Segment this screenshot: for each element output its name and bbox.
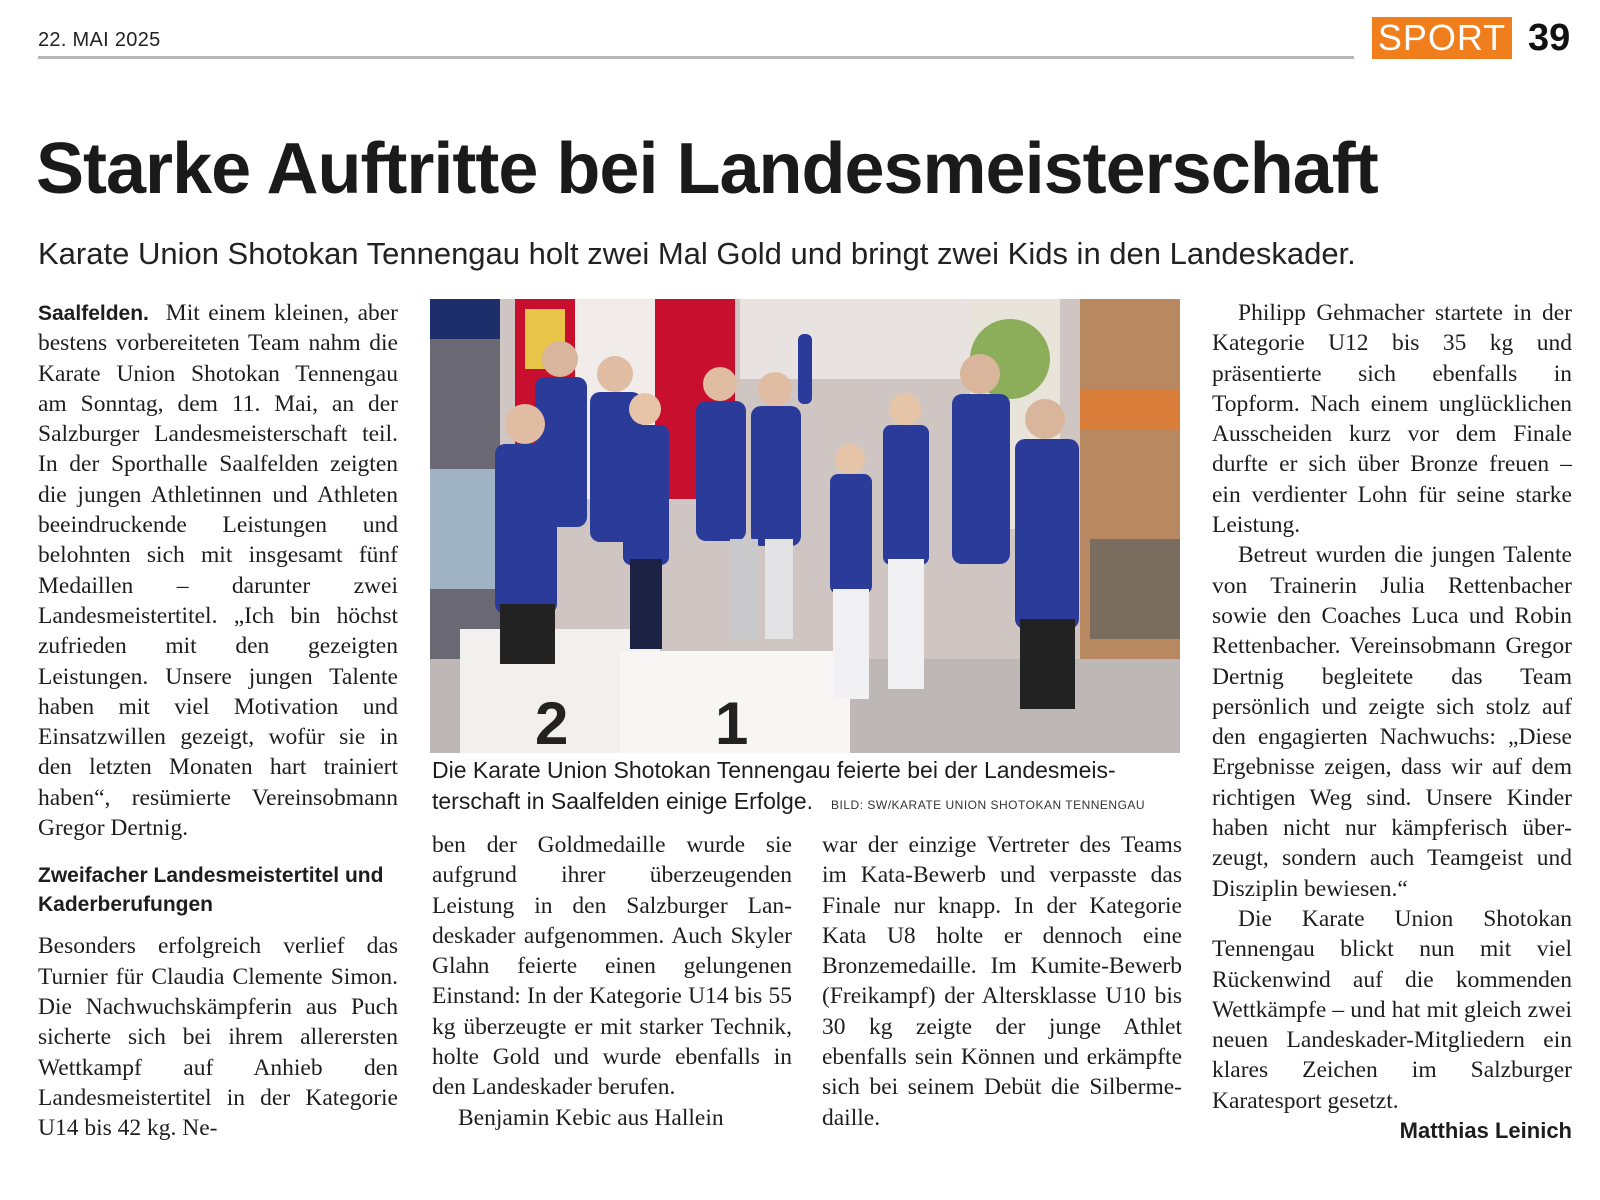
- paragraph: Besonders erfolgreich verlief das Turnier für Claudia Clemente Simon. Die Nachwuchskämpferin aus Puch sicherte sich bei ihrem allerersten Wettkampf auf Anhieb den Landesmeistertitel in der Kategorie U14 bis 42 kg. Ne-: [38, 933, 398, 1142]
- article-column-1: [38, 298, 398, 1143]
- header-rule: [38, 56, 1354, 59]
- dateline: Saalfelden.: [38, 302, 149, 325]
- paragraph: war der einzige Vertreter des Teams im Kata-Bewerb und verpasste das Finale nur knapp. In der Kategorie Kata U8 holte er dennoch eine Bronzemedaille. Im Kumite-Bewerb (Freikampf) der Altersklasse U10 bis 30 kg zeigte der junge Athlet ebenfalls sein Können und erkämpfte sich bei seinem Debüt die Silbermedaille.: [822, 832, 1182, 1131]
- subheading: Zweifacher Landesmeistertitel und Kaderberufungen: [38, 864, 384, 917]
- article-subheadline: Karate Union Shotokan Tennengau holt zwei Mal Gold und bringt zwei Kids in den Landeskader.: [38, 236, 1356, 271]
- photo-caption: [432, 755, 1184, 817]
- caption-text: Die Karate Union Shotokan Tennengau feierte bei der Landesmeisterschaft in Saalfelden einige Erfolge.: [432, 757, 1116, 814]
- article-column-4: [1212, 298, 1572, 1146]
- article-headline: Starke Auftritte bei Landesmeisterschaft: [36, 129, 1378, 209]
- paragraph: Betreut wurden die jungen Talente von Trainerin Julia Rettenbacher sowie den Coaches Luca und Robin Rettenbacher. Vereinsobmann Gregor Dertnig begleitete das Team persönlich und zeigte sich stolz auf den engagierten Nachwuchs: „Diese Ergebnisse zeigen, dass wir auf dem richtigen Weg sind. Unsere Kinder haben nicht nur kämpferisch überzeugt, sondern auch Teamgeist und Disziplin bewiesen.“: [1212, 542, 1572, 902]
- podium-number-2: 2: [535, 690, 569, 753]
- paragraph: ben der Goldmedaille wurde sie aufgrund ihrer überzeugenden Leistung in den Salzburger Landeskader aufgenommen. Auch Skyler Glahn feierte einen gelungenen Einstand: In der Kategorie U14 bis 55 kg überzeugte er mit starker Technik, holte Gold und wurde ebenfalls in den Landeskader berufen.: [432, 832, 792, 1101]
- team-photo: [430, 299, 1180, 753]
- paragraph: Philipp Gehmacher startete in der Kategorie U12 bis 35 kg und präsentierte sich ebenfalls in Topform. Nach einem unglücklichen Ausscheiden kurz vor dem Finale durfte er sich über Bronze freuen – ein verdienter Lohn für seine starke Leistung.: [1212, 300, 1572, 539]
- paragraph: Benjamin Kebic aus Hallein: [458, 1104, 724, 1131]
- paragraph-text: Mit einem kleinen, aber bestens vorbereiteten Team nahm die Karate Union Shotokan Tennengau am Sonntag, dem 11. Mai, an der Salzburger Landesmeisterschaft teil. In der Sporthalle Saalfelden zeigten die jungen Athletinnen und Athleten beeindruckende Leistungen und belohnten sich mit insgesamt fünf Medaillen – darunter zwei Landesmeistertitel. „Ich bin höchst zufrieden mit den gezeigten Leistungen. Unsere jungen Talente haben mit viel Motivation und Einsatzwillen gezeigt, wofür sie in den letzten Monaten hart trainiert haben“, resümierte Vereinsobmann Gregor Dertnig.: [38, 300, 398, 842]
- paragraph: [38, 298, 398, 843]
- photo-credit: BILD: SW/KARATE UNION SHOTOKAN TENNENGAU: [831, 798, 1146, 812]
- article-column-2: [432, 830, 792, 1133]
- article-column-3: [822, 830, 1182, 1133]
- page-number: 39: [1528, 17, 1571, 59]
- issue-date: 22. MAI 2025: [38, 29, 161, 51]
- author-byline: Matthias Leinich: [1399, 1118, 1572, 1144]
- paragraph: Die Karate Union Shotokan Tennengau blickt nun mit viel Rückenwind auf die kommenden Wettkämpfe – und hat mit gleich zwei neuen Landeskader-Mitgliedern ein klares Zeichen im Salzburger Karatesport gesetzt.: [1212, 905, 1572, 1114]
- section-label: SPORT: [1372, 17, 1512, 59]
- podium-number-1: 1: [715, 690, 749, 753]
